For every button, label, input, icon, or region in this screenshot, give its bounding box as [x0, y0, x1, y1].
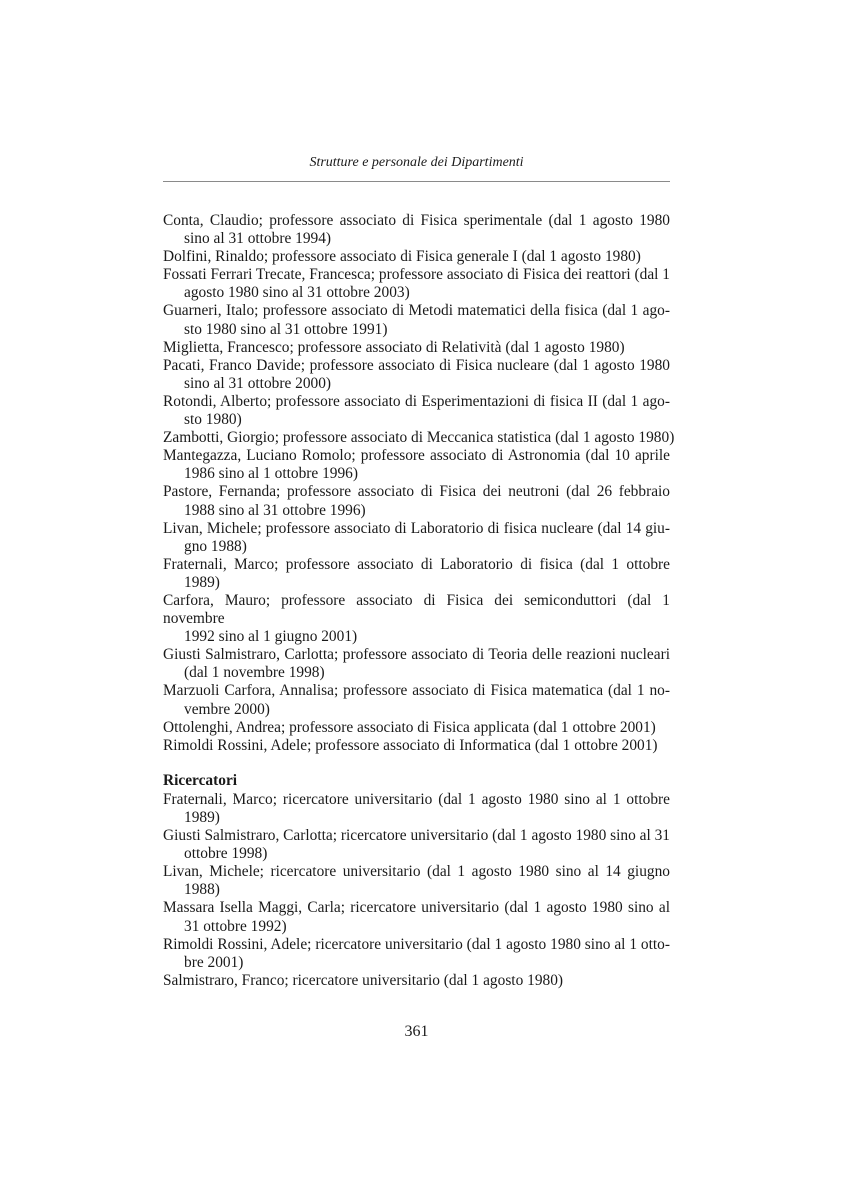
list-item — [163, 827, 670, 863]
list-item — [163, 936, 670, 972]
list-item — [163, 682, 670, 718]
entry-line: Marzuoli Carfora, Annalisa; professore associato di Fisica matematica (dal 1 no- — [163, 682, 670, 700]
entry-line: Massara Isella Maggi, Carla; ricercatore universitario (dal 1 agosto 1980 sino al — [163, 899, 670, 917]
associate-professors-list — [163, 212, 675, 755]
running-header: Strutture e personale dei Dipartimenti — [309, 155, 524, 170]
entry-continuation-line: agosto 1980 sino al 31 ottobre 2003) — [184, 284, 410, 302]
list-item — [163, 719, 670, 737]
entry-line: Livan, Michele; professore associato di Laboratorio di fisica nucleare (dal 14 giu- — [163, 519, 670, 537]
entry-line: Giusti Salmistraro, Carlotta; professore associato di Teoria delle reazioni nucleari — [163, 646, 670, 664]
section-title-ricercatori: Ricercatori — [163, 771, 238, 789]
list-item — [163, 483, 670, 519]
entry-continuation-line: bre 2001) — [184, 953, 244, 971]
entry-continuation-line: sto 1980) — [184, 411, 242, 429]
list-item — [163, 447, 670, 483]
entry-continuation-line: sto 1980 sino al 31 ottobre 1991) — [184, 320, 388, 338]
entry-line: Miglietta, Francesco; professore associato di Relatività (dal 1 agosto 1980) — [163, 338, 625, 356]
entry-continuation-line: vembre 2000) — [184, 700, 270, 718]
header-rule — [163, 181, 670, 182]
entry-line: Conta, Claudio; professore associato di Fisica sperimentale (dal 1 agosto 1980 — [163, 212, 670, 229]
entry-line: Zambotti, Giorgio; professore associato di Meccanica statistica (dal 1 agosto 1980) — [163, 429, 675, 447]
entry-line: Fraternali, Marco; professore associato di Laboratorio di fisica (dal 1 ottobre — [163, 555, 670, 573]
page-body — [163, 212, 675, 990]
entry-line: Mantegazza, Luciano Romolo; professore associato di Astronomia (dal 10 aprile — [163, 447, 670, 465]
list-item — [163, 556, 670, 592]
list-item — [163, 972, 670, 990]
entry-continuation-line: 1988) — [184, 881, 220, 899]
entry-continuation-line: 1989) — [184, 573, 220, 591]
list-item — [163, 393, 670, 429]
entry-line: Pastore, Fernanda; professore associato di Fisica dei neutroni (dal 26 febbraio — [163, 483, 670, 501]
entry-line: Rotondi, Alberto; professore associato di Esperimentazioni di fisica II (dal 1 ago- — [163, 392, 670, 410]
entry-line: Carfora, Mauro; professore associato di Fisica dei semiconduttori (dal 1 novembre — [163, 591, 670, 628]
entry-line: Guarneri, Italo; professore associato di Metodi matematici della fisica (dal 1 ago- — [163, 302, 670, 320]
entry-continuation-line: 31 ottobre 1992) — [184, 917, 287, 935]
list-item — [163, 646, 670, 682]
list-item — [163, 791, 670, 827]
list-item — [163, 592, 670, 646]
entry-line: Dolfini, Rinaldo; professore associato di Fisica generale I (dal 1 agosto 1980) — [163, 248, 641, 266]
list-item — [163, 863, 670, 899]
entry-continuation-line: (dal 1 novembre 1998) — [184, 664, 325, 682]
list-item — [163, 302, 670, 338]
list-item — [163, 357, 670, 393]
list-item — [163, 212, 670, 248]
entry-line: Livan, Michele; ricercatore universitario (dal 1 agosto 1980 sino al 14 giugno — [163, 863, 670, 881]
entry-line: Rimoldi Rossini, Adele; ricercatore universitario (dal 1 agosto 1980 sino al 1 otto- — [163, 935, 670, 953]
entry-line: Pacati, Franco Davide; professore associato di Fisica nucleare (dal 1 agosto 1980 — [163, 356, 670, 374]
entry-continuation-line: sino al 31 ottobre 1994) — [184, 230, 332, 248]
list-item — [163, 248, 670, 266]
list-item — [163, 429, 675, 447]
entry-line: Rimoldi Rossini, Adele; professore associato di Informatica (dal 1 ottobre 2001) — [163, 736, 658, 754]
entry-line: Fraternali, Marco; ricercatore universitario (dal 1 agosto 1980 sino al 1 ottobre — [163, 790, 670, 808]
entry-continuation-line: sino al 31 ottobre 2000) — [184, 374, 332, 392]
entry-line: Giusti Salmistraro, Carlotta; ricercatore universitario (dal 1 agosto 1980 sino al 31 — [163, 827, 670, 845]
list-item — [163, 266, 670, 302]
entry-continuation-line: ottobre 1998) — [184, 845, 268, 863]
entry-continuation-line: gno 1988) — [184, 537, 247, 555]
list-item — [163, 339, 670, 357]
entry-line: Ottolenghi, Andrea; professore associato di Fisica applicata (dal 1 ottobre 2001) — [163, 718, 656, 736]
entry-continuation-line: 1988 sino al 31 ottobre 1996) — [184, 501, 366, 519]
entry-continuation-line: 1992 sino al 1 giugno 2001) — [184, 628, 358, 646]
page-number: 361 — [404, 1023, 429, 1040]
entry-line: Salmistraro, Franco; ricercatore universitario (dal 1 agosto 1980) — [163, 971, 564, 989]
entry-continuation-line: 1989) — [184, 809, 220, 826]
list-item — [163, 520, 670, 556]
entry-line: Fossati Ferrari Trecate, Francesca; professore associato di Fisica dei reattori (dal 1 — [163, 266, 670, 284]
entry-continuation-line: 1986 sino al 1 ottobre 1996) — [184, 465, 358, 483]
list-item — [163, 899, 670, 935]
list-item — [163, 737, 670, 755]
researchers-list — [163, 791, 670, 990]
